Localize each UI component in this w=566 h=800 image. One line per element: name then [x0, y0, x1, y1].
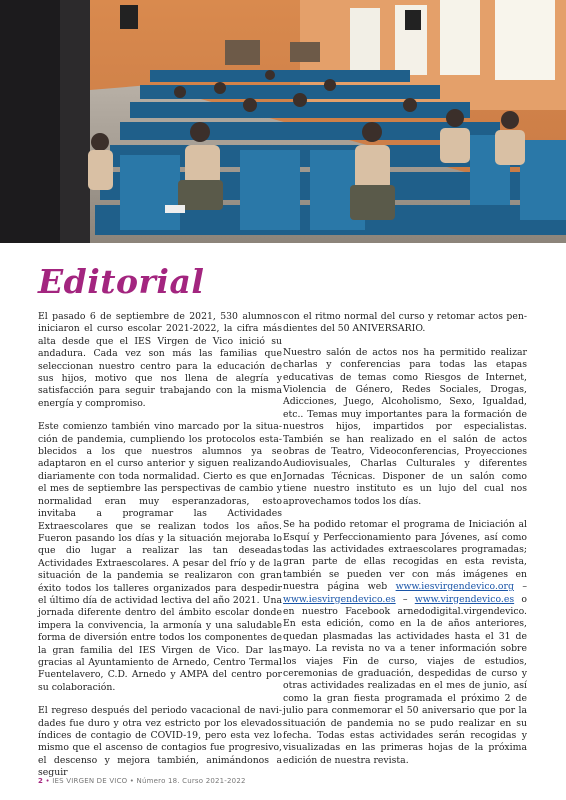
auditorium-photo — [0, 0, 566, 243]
paragraph: Este comienzo también vino marcado por la situación de pandemia, cumpliendo los protocolos establecidos a los que nuestros alumnos ya se adaptaron en el curso anterior y siguen realizando diariamente con toda normalidad. Cierto es que en el mes de septiembre las perspectivas de cambio y normalidad eran muy esperanzadoras, esto invitaba a programar las Actividades Extraescolares que se realizan todos los años. Fueron pasando los días y la situación mejoraba lo que dio lugar a realizar las tan deseadas Actividades Extraescolares. A pesar del frío y de la situación de la pandemia se realizaron con gran éxito todos los talleres organizados para despedir el último día de actividad lectiva del año 2021. Una jornada diferente dentro del ámbito escolar donde impera la convivencia, la armonía y una saludable forma de diversión entre todos los componentes de la gran familia del IES Virgen de Vico. Dar las gracias al Ayuntamiento de Arnedo, Centro Termal Fuentelavero, C.D. Arnedo y AMPA del centro por su colaboración. — [38, 421, 282, 693]
website-link-virgendevico[interactable]: www.virgendevico.es — [414, 593, 515, 605]
page-number: 2 — [38, 777, 44, 785]
paragraph: El pasado 6 de septiembre de 2021, 530 alumnos iniciaron el curso escolar 2021-2022, la cifra más alta desde que el IES Virgen de Vico inició su andadura. Cada vez son más las familias que seleccionan nuestro centro para la educación de sus hijos, motivo que nos llena de alegría y satisfacción para seguir trabajando con la misma energía y compromiso. — [38, 311, 282, 409]
paragraph-text: Se ha podido retomar el programa de Iniciación al Esquí y Perfeccionamiento para Jóvenes, así como todas las actividades extraescolares programadas; gran parte de ellas recogidas en esta revista, también se pueden ver con más imágenes en nuestra página web — [283, 519, 527, 593]
paragraph-text: o en nuestro Facebook arnedodigital.virgendevico. En esta edición, como en la de años anteriores, quedan plasmadas las actividades hasta el 31 de mayo. La revista no va a tener información sobre los viajes Fin de curso, viajes de estudios, ceremonias de graduación, despedidas de curso y otras actividades realizadas en el mes de junio, así como la gran fiesta programada el próximo 2 de julio para conmemorar el 50 aniversario que por la situación de pandemia no se pudo realizar en su fecha. Todas estas actividades serán recogidas y visualizadas en las primeras hojas de la próxima edición de nuestra revista. — [283, 593, 527, 766]
website-link-org[interactable]: www.iesvirgendevico.org — [395, 581, 514, 593]
page-footer — [38, 777, 246, 785]
bullet-icon: • — [45, 777, 50, 785]
paragraph: con el ritmo normal del curso y retomar actos pendientes del 50 ANIVERSARIO. — [283, 311, 527, 335]
auditorium-photo-icon — [0, 0, 566, 243]
paragraph: Nuestro salón de actos nos ha permitido realizar charlas y conferencias para todas las etapas educativas de temas como Riesgos de Internet, Violencia de Género, Redes Sociales, Drogas, Adicciones, Juego, Alcoholismo, Sexo, Igualdad, etc.. Temas muy importantes para la formación de nuestros hijos, impartidos por especialistas. También se han realizado en el salón de actos obras de Teatro, Videoconferencias, Proyecciones Audiovisuales, Charlas Culturales y diferentes Jornadas Técnicas. Disponer de un salón como tiene nuestro instituto es un lujo del cual nos aprovechamos todos los días. — [283, 346, 527, 507]
page-title: Editorial — [38, 262, 205, 301]
website-link-es[interactable]: www.iesvirgendevico.es — [283, 593, 396, 605]
article-column-right — [283, 311, 527, 778]
article-column-left — [38, 311, 282, 791]
paragraph — [283, 519, 527, 767]
paragraph: El regreso después del periodo vacacional de navidades fue duro y otra vez estricto por los elevados índices de contagio de COVID-19, pero esta vez lo mismo que el ascenso de contagios fue progresivo, el descenso y mejora también, animándonos a seguir — [38, 705, 282, 779]
separator: – — [513, 581, 527, 593]
footer-text: IES VIRGEN DE VICO • Número 18. Curso 2021-2022 — [52, 777, 246, 785]
separator: – — [395, 593, 415, 605]
